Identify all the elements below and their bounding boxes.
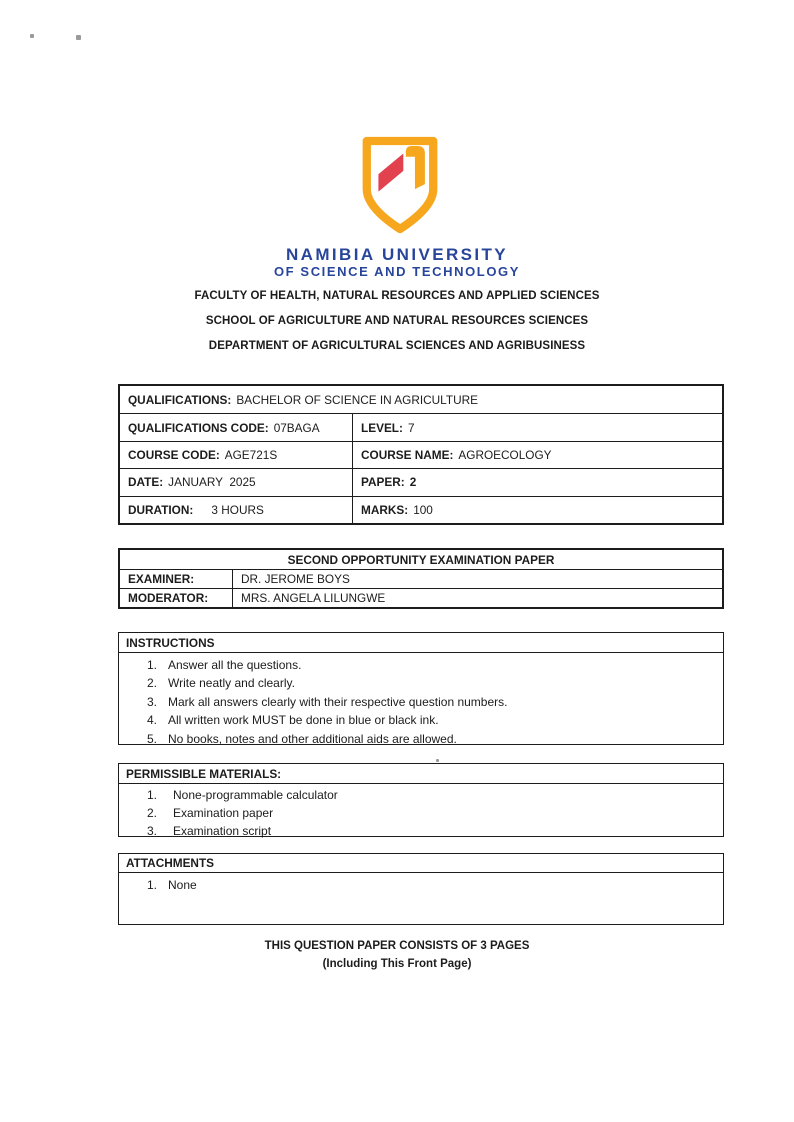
date-cell	[120, 469, 352, 495]
item-number: 2.	[146, 805, 157, 820]
list-item	[131, 711, 723, 729]
duration-cell	[120, 497, 352, 523]
scan-artifact	[436, 759, 439, 762]
table-row	[120, 441, 722, 468]
item-text: None	[168, 878, 197, 892]
university-tagline: OF SCIENCE AND TECHNOLOGY	[273, 264, 521, 279]
list-item	[131, 787, 723, 805]
table-row	[120, 413, 722, 440]
course-name-label: COURSE NAME:	[361, 447, 454, 462]
course-name-value: AGROECOLOGY	[458, 447, 552, 462]
duration-value: 3 HOURS	[198, 502, 264, 517]
list-item	[131, 656, 723, 674]
level-value: 7	[407, 420, 415, 435]
paper-value: 2	[409, 475, 417, 490]
list-item	[131, 693, 723, 711]
item-number: 2.	[146, 676, 157, 691]
moderator-value-cell	[232, 589, 722, 607]
paper-cell	[352, 469, 722, 495]
permissible-materials-title: PERMISSIBLE MATERIALS:	[119, 764, 723, 784]
item-text: None-programmable calculator	[173, 788, 338, 802]
course-name-cell	[352, 442, 722, 468]
list-item	[131, 823, 723, 841]
qualifications-code-cell	[120, 414, 352, 440]
instructions-list	[119, 653, 723, 748]
faculty-line: FACULTY OF HEALTH, NATURAL RESOURCES AND APPLIED SCIENCES	[194, 290, 600, 302]
table-row	[120, 468, 722, 495]
course-code-cell	[120, 442, 352, 468]
moderator-value: MRS. ANGELA LILUNGWE	[241, 591, 386, 605]
qualifications-cell	[120, 386, 722, 413]
course-code-value: AGE721S	[224, 447, 278, 462]
university-logo	[358, 136, 442, 234]
course-code-label: COURSE CODE:	[128, 447, 220, 462]
level-cell	[352, 414, 722, 440]
marks-label: MARKS:	[361, 502, 409, 517]
department-line: DEPARTMENT OF AGRICULTURAL SCIENCES AND AGRIBUSINESS	[208, 340, 586, 352]
school-line: SCHOOL OF AGRICULTURE AND NATURAL RESOURCES SCIENCES	[205, 315, 589, 327]
item-text: Write neatly and clearly.	[168, 676, 295, 691]
item-text: Mark all answers clearly with their respective question numbers.	[168, 694, 508, 709]
instructions-title: INSTRUCTIONS	[119, 633, 723, 653]
item-number: 4.	[146, 713, 157, 728]
marks-value: 100	[413, 502, 433, 517]
attachments-box	[118, 853, 724, 925]
date-label: DATE:	[128, 475, 164, 490]
date-value: JANUARY 2025	[168, 475, 256, 490]
list-item	[131, 876, 723, 894]
table-row	[120, 588, 722, 607]
attachments-list	[119, 873, 723, 894]
item-text: No books, notes and other additional aids are allowed.	[168, 731, 457, 746]
item-number: 5.	[146, 731, 157, 746]
qualifications-code-label: QUALIFICATIONS CODE:	[128, 420, 269, 435]
duration-label: DURATION:	[128, 502, 194, 517]
paper-label: PAPER:	[361, 475, 405, 490]
examiner-value: DR. JEROME BOYS	[241, 572, 350, 586]
course-details-table	[118, 384, 724, 525]
list-item	[131, 805, 723, 823]
scan-artifact	[30, 34, 34, 38]
item-number: 1.	[146, 788, 157, 802]
university-name: NAMIBIA UNIVERSITY	[285, 245, 509, 264]
exam-paper-title: SECOND OPPORTUNITY EXAMINATION PAPER	[287, 552, 555, 567]
item-text: Examination script	[173, 823, 272, 838]
level-label: LEVEL:	[361, 420, 403, 435]
qualifications-label: QUALIFICATIONS:	[128, 392, 232, 407]
item-number: 3.	[146, 694, 157, 709]
list-item	[131, 730, 723, 748]
permissible-materials-box	[118, 763, 724, 837]
table-row	[120, 386, 722, 413]
instructions-box	[118, 632, 724, 745]
item-text: All written work MUST be done in blue or black ink.	[168, 713, 439, 728]
moderator-label-cell	[120, 589, 232, 607]
shield-logo-icon	[358, 136, 442, 234]
table-row	[120, 569, 722, 588]
item-number: 1.	[146, 878, 157, 892]
materials-list	[119, 784, 723, 840]
table-row	[120, 496, 722, 523]
list-item	[131, 674, 723, 692]
examiner-value-cell	[232, 570, 722, 588]
item-number: 1.	[146, 658, 157, 672]
item-text: Examination paper	[173, 805, 274, 820]
page-count-note: THIS QUESTION PAPER CONSISTS OF 3 PAGES	[264, 940, 530, 952]
marks-cell	[352, 497, 722, 523]
examiner-table	[118, 548, 724, 609]
examiner-label: EXAMINER:	[128, 572, 195, 586]
item-number: 3.	[146, 823, 157, 838]
attachments-title: ATTACHMENTS	[119, 854, 723, 873]
moderator-label: MODERATOR:	[128, 591, 209, 605]
item-text: Answer all the questions.	[168, 658, 302, 672]
front-page-note: (Including This Front Page)	[322, 958, 472, 970]
qualifications-value: BACHELOR OF SCIENCE IN AGRICULTURE	[236, 392, 478, 407]
examiner-label-cell	[120, 570, 232, 588]
qualifications-code-value: 07BAGA	[273, 420, 320, 435]
scan-artifact	[76, 35, 81, 40]
